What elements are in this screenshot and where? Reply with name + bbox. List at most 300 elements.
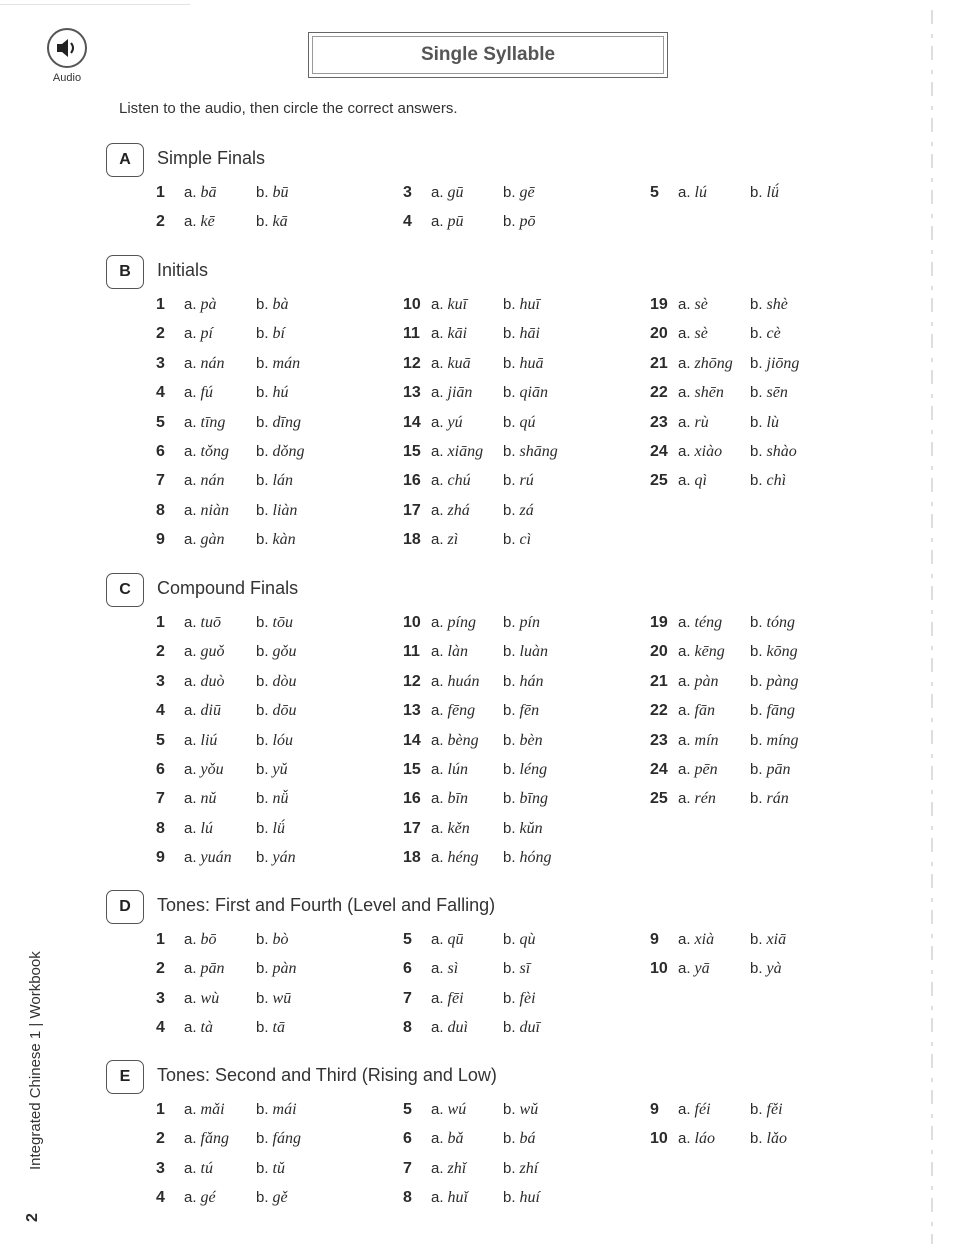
pinyin-syllable: kàn	[272, 531, 296, 549]
option-b[interactable]	[750, 790, 789, 808]
option-b[interactable]	[750, 931, 786, 949]
option-a[interactable]	[184, 1130, 229, 1148]
answer-column	[106, 181, 346, 240]
option-letter: b.	[256, 501, 269, 519]
option-letter: a.	[184, 731, 197, 749]
question-item	[106, 1016, 346, 1045]
option-a[interactable]	[678, 355, 733, 373]
option-b[interactable]	[256, 643, 297, 661]
pinyin-syllable: pū	[447, 213, 464, 231]
pinyin-syllable: liàn	[272, 501, 298, 519]
pinyin-syllable: lú	[200, 819, 213, 837]
option-a[interactable]	[184, 213, 215, 231]
option-a[interactable]	[431, 502, 470, 520]
option-a[interactable]	[678, 325, 708, 343]
question-item	[353, 1186, 593, 1215]
option-b[interactable]	[256, 1130, 301, 1148]
option-a[interactable]	[184, 702, 221, 720]
option-b[interactable]	[503, 1130, 536, 1148]
option-letter: b.	[256, 819, 269, 837]
option-b[interactable]	[256, 990, 291, 1008]
option-a[interactable]	[431, 761, 468, 779]
question-number: 4	[156, 1019, 165, 1037]
pinyin-syllable: pàn	[272, 960, 297, 978]
option-letter: b.	[503, 731, 516, 749]
pinyin-syllable: fēi	[447, 989, 464, 1007]
question-item	[106, 1098, 346, 1127]
pinyin-syllable: kā	[272, 213, 288, 231]
option-a[interactable]	[431, 531, 458, 549]
option-letter: a.	[431, 296, 444, 313]
option-b[interactable]	[256, 384, 289, 402]
option-a[interactable]	[678, 673, 719, 691]
option-letter: a.	[678, 442, 691, 460]
option-a[interactable]	[678, 960, 710, 978]
question-number: 3	[403, 184, 412, 201]
option-a[interactable]	[431, 1160, 466, 1178]
option-a[interactable]	[184, 296, 217, 314]
question-number: 3	[156, 672, 165, 690]
option-letter: a.	[678, 384, 691, 402]
option-letter: b.	[256, 296, 269, 313]
option-a[interactable]	[431, 1130, 464, 1148]
option-b[interactable]	[750, 643, 798, 661]
option-b[interactable]	[503, 414, 536, 432]
question-number: 8	[403, 1189, 412, 1207]
option-b[interactable]	[503, 673, 544, 691]
option-letter: a.	[431, 442, 444, 460]
question-item	[106, 957, 346, 986]
option-b[interactable]	[256, 820, 285, 838]
question-item	[353, 1157, 593, 1186]
question-number: 16	[403, 790, 421, 808]
option-a[interactable]	[678, 384, 724, 402]
option-b[interactable]	[503, 472, 534, 490]
option-a[interactable]	[431, 443, 483, 461]
pinyin-syllable: lù	[766, 413, 779, 431]
option-a[interactable]	[184, 184, 217, 202]
question-item	[353, 381, 593, 410]
option-a[interactable]	[678, 790, 716, 808]
option-b[interactable]	[256, 673, 297, 691]
option-letter: a.	[184, 672, 197, 690]
question-item	[106, 670, 346, 699]
option-a[interactable]	[184, 414, 225, 432]
option-b[interactable]	[503, 325, 540, 343]
option-a[interactable]	[678, 1130, 715, 1148]
question-number: 14	[403, 413, 421, 431]
book-title-vertical: Integrated Chinese 1 | Workbook	[27, 951, 44, 1170]
option-a[interactable]	[431, 1019, 468, 1037]
pinyin-syllable: fú	[200, 384, 213, 402]
pinyin-syllable: lóu	[272, 731, 293, 749]
option-b[interactable]	[256, 355, 300, 373]
option-letter: a.	[184, 296, 197, 313]
option-a[interactable]	[431, 355, 471, 373]
option-b[interactable]	[503, 820, 543, 838]
question-item	[353, 1098, 593, 1127]
option-b[interactable]	[256, 325, 285, 343]
option-letter: b.	[503, 296, 516, 313]
audio-button[interactable]	[44, 28, 90, 84]
option-letter: b.	[750, 702, 763, 720]
option-a[interactable]	[678, 702, 715, 720]
option-letter: a.	[184, 384, 197, 402]
option-letter: a.	[678, 931, 691, 948]
option-a[interactable]	[678, 414, 709, 432]
option-b[interactable]	[256, 849, 296, 867]
option-a[interactable]	[184, 614, 221, 632]
pinyin-syllable: bū	[272, 184, 289, 201]
option-letter: a.	[184, 1130, 197, 1148]
question-item	[353, 928, 593, 957]
question-item	[106, 928, 346, 957]
option-b[interactable]	[256, 531, 296, 549]
option-a[interactable]	[184, 761, 224, 779]
option-letter: a.	[678, 731, 691, 749]
option-b[interactable]	[503, 384, 548, 402]
pinyin-syllable: bèn	[519, 731, 543, 749]
option-letter: b.	[503, 960, 516, 978]
option-a[interactable]	[431, 414, 463, 432]
option-letter: a.	[678, 790, 691, 808]
option-b[interactable]	[503, 761, 547, 779]
question-number: 8	[156, 819, 165, 837]
option-b[interactable]	[503, 849, 552, 867]
option-letter: a.	[184, 790, 197, 808]
pinyin-syllable: qiān	[519, 384, 548, 402]
question-number: 10	[403, 296, 421, 313]
pinyin-syllable: huán	[447, 672, 480, 690]
option-a[interactable]	[431, 790, 468, 808]
pinyin-syllable: tīng	[200, 413, 226, 431]
option-letter: a.	[431, 501, 444, 519]
option-b[interactable]	[256, 502, 297, 520]
option-b[interactable]	[503, 531, 531, 549]
option-a[interactable]	[431, 184, 464, 202]
option-b[interactable]	[256, 1019, 285, 1037]
option-b[interactable]	[503, 931, 536, 949]
question-number: 2	[156, 213, 165, 231]
option-a[interactable]	[431, 673, 480, 691]
option-a[interactable]	[431, 213, 464, 231]
option-a[interactable]	[431, 732, 479, 750]
page-number: 2	[24, 1213, 41, 1222]
pinyin-syllable: kuā	[447, 354, 471, 372]
option-b[interactable]	[503, 1019, 540, 1037]
question-number: 6	[403, 1130, 412, 1148]
option-a[interactable]	[431, 1189, 468, 1207]
option-a[interactable]	[184, 1019, 213, 1037]
question-item	[600, 640, 840, 669]
option-a[interactable]	[184, 531, 225, 549]
option-a[interactable]	[184, 790, 217, 808]
option-a[interactable]	[184, 960, 225, 978]
option-a[interactable]	[431, 472, 471, 490]
option-a[interactable]	[184, 643, 225, 661]
option-a[interactable]	[678, 472, 707, 490]
pinyin-syllable: guǒ	[200, 643, 225, 661]
option-b[interactable]	[503, 1189, 540, 1207]
answer-column	[600, 611, 840, 817]
option-a[interactable]	[184, 1189, 216, 1207]
option-b[interactable]	[256, 472, 293, 490]
option-letter: b.	[256, 1101, 269, 1118]
option-letter: a.	[678, 960, 691, 978]
option-b[interactable]	[256, 443, 305, 461]
pinyin-syllable: zhá	[447, 501, 470, 519]
option-letter: b.	[750, 1130, 763, 1148]
question-item	[353, 411, 593, 440]
option-letter: a.	[184, 1019, 197, 1037]
pinyin-syllable: shēn	[694, 384, 724, 402]
question-number: 8	[156, 501, 165, 519]
pinyin-syllable: shāng	[519, 442, 558, 460]
option-b[interactable]	[256, 790, 289, 808]
pinyin-syllable: tuō	[200, 614, 221, 631]
option-letter: a.	[184, 184, 197, 201]
question-item	[106, 322, 346, 351]
pinyin-syllable: yán	[272, 849, 296, 867]
pinyin-syllable: bà	[272, 296, 289, 313]
question-item	[106, 729, 346, 758]
option-a[interactable]	[678, 732, 719, 750]
pinyin-syllable: tā	[272, 1019, 285, 1037]
section-letter: D	[106, 890, 144, 924]
option-a[interactable]	[678, 184, 707, 202]
option-b[interactable]	[503, 502, 534, 520]
option-b[interactable]	[256, 732, 293, 750]
question-item	[106, 381, 346, 410]
option-letter: b.	[256, 760, 269, 778]
question-item	[106, 293, 346, 322]
option-b[interactable]	[750, 384, 788, 402]
option-letter: a.	[431, 184, 444, 201]
option-b[interactable]	[750, 296, 788, 314]
pinyin-syllable: dīng	[272, 413, 301, 431]
option-a[interactable]	[184, 820, 213, 838]
pinyin-syllable: bā	[200, 184, 217, 201]
question-number: 7	[403, 1159, 412, 1177]
option-letter: a.	[184, 614, 197, 631]
pinyin-syllable: pàn	[694, 672, 719, 690]
option-a[interactable]	[184, 990, 219, 1008]
option-letter: b.	[750, 760, 763, 778]
option-b[interactable]	[503, 960, 530, 978]
option-a[interactable]	[678, 931, 714, 949]
option-a[interactable]	[678, 296, 708, 314]
option-letter: a.	[184, 960, 197, 978]
option-b[interactable]	[503, 296, 540, 314]
option-b[interactable]	[256, 1160, 285, 1178]
option-b[interactable]	[256, 414, 301, 432]
option-b[interactable]	[503, 443, 558, 461]
section-header	[106, 573, 826, 607]
pinyin-syllable: dōu	[272, 702, 297, 720]
option-b[interactable]	[750, 702, 795, 720]
option-a[interactable]	[431, 931, 464, 949]
pinyin-syllable: fěi	[766, 1101, 783, 1118]
option-b[interactable]	[750, 960, 782, 978]
option-letter: b.	[256, 643, 269, 661]
pinyin-syllable: pān	[200, 960, 225, 978]
option-b[interactable]	[256, 614, 293, 632]
pinyin-syllable: cè	[766, 325, 781, 343]
option-b[interactable]	[503, 790, 548, 808]
option-b[interactable]	[256, 702, 297, 720]
option-a[interactable]	[431, 296, 467, 314]
option-b[interactable]	[750, 443, 797, 461]
option-b[interactable]	[503, 184, 535, 202]
question-number: 24	[650, 442, 668, 460]
option-b[interactable]	[256, 960, 297, 978]
question-number: 1	[156, 184, 165, 201]
option-b[interactable]	[750, 1130, 787, 1148]
option-a[interactable]	[678, 643, 725, 661]
option-letter: b.	[750, 472, 763, 490]
option-a[interactable]	[431, 1101, 466, 1119]
option-b[interactable]	[256, 1189, 288, 1207]
pinyin-syllable: rán	[766, 790, 789, 808]
question-number: 1	[156, 931, 165, 948]
pinyin-syllable: hú	[272, 384, 289, 402]
option-b[interactable]	[503, 732, 543, 750]
section-title: Initials	[157, 260, 209, 280]
option-a[interactable]	[678, 761, 718, 779]
question-item	[353, 1016, 593, 1045]
option-b[interactable]	[750, 184, 779, 202]
pinyin-syllable: qú	[519, 413, 536, 431]
question-item	[106, 1127, 346, 1156]
pinyin-syllable: yú	[447, 413, 463, 431]
option-letter: a.	[184, 442, 197, 460]
option-b[interactable]	[750, 355, 799, 373]
question-number: 9	[156, 849, 165, 867]
option-b[interactable]	[503, 213, 536, 231]
question-number: 10	[650, 1130, 668, 1148]
pinyin-syllable: niàn	[200, 501, 229, 519]
answer-column	[106, 928, 346, 1046]
option-b[interactable]	[750, 325, 781, 343]
option-letter: b.	[750, 354, 763, 372]
pinyin-syllable: hán	[519, 672, 544, 690]
option-a[interactable]	[431, 643, 468, 661]
section-title: Compound Finals	[157, 578, 299, 598]
option-a[interactable]	[184, 472, 225, 490]
option-a[interactable]	[184, 443, 229, 461]
option-a[interactable]	[678, 443, 722, 461]
option-b[interactable]	[750, 472, 786, 490]
option-b[interactable]	[256, 213, 288, 231]
option-letter: b.	[750, 960, 763, 978]
option-b[interactable]	[503, 643, 548, 661]
question-number: 10	[650, 960, 668, 978]
option-b[interactable]	[750, 614, 795, 632]
option-letter: a.	[431, 1101, 444, 1118]
option-b[interactable]	[750, 673, 799, 691]
option-b[interactable]	[503, 1160, 538, 1178]
pinyin-syllable: féi	[694, 1101, 711, 1118]
option-b[interactable]	[256, 296, 289, 314]
option-a[interactable]	[431, 325, 467, 343]
option-b[interactable]	[256, 761, 288, 779]
answer-column	[600, 928, 840, 987]
option-b[interactable]	[256, 184, 289, 202]
pinyin-syllable: lún	[447, 760, 468, 778]
option-a[interactable]	[184, 732, 217, 750]
option-b[interactable]	[503, 1101, 538, 1119]
pinyin-syllable: dòu	[272, 672, 297, 690]
option-letter: a.	[678, 325, 691, 343]
option-letter: b.	[256, 931, 269, 948]
option-a[interactable]	[184, 384, 213, 402]
option-b[interactable]	[750, 414, 779, 432]
option-letter: b.	[503, 1019, 516, 1037]
option-a[interactable]	[431, 820, 470, 838]
option-a[interactable]	[431, 384, 472, 402]
section-c	[106, 573, 826, 867]
option-a[interactable]	[184, 502, 229, 520]
option-a[interactable]	[184, 673, 225, 691]
question-item	[353, 322, 593, 351]
option-a[interactable]	[184, 931, 217, 949]
pinyin-syllable: yà	[766, 960, 782, 978]
option-a[interactable]	[431, 960, 458, 978]
option-a[interactable]	[431, 702, 475, 720]
option-letter: b.	[503, 1189, 516, 1207]
option-a[interactable]	[678, 614, 722, 632]
option-b[interactable]	[503, 702, 539, 720]
pinyin-syllable: nán	[200, 354, 225, 372]
option-b[interactable]	[256, 931, 289, 949]
question-number: 12	[403, 354, 421, 372]
question-number: 4	[156, 1189, 165, 1207]
option-letter: a.	[431, 413, 444, 431]
pinyin-syllable: yuán	[200, 849, 232, 867]
option-b[interactable]	[503, 990, 536, 1008]
section-title: Tones: Second and Third (Rising and Low)	[157, 1065, 497, 1085]
pinyin-syllable: xiā	[766, 931, 787, 948]
pinyin-syllable: xià	[694, 931, 715, 948]
option-b[interactable]	[503, 355, 544, 373]
option-a[interactable]	[184, 1101, 225, 1119]
pinyin-syllable: duī	[519, 1019, 540, 1037]
option-a[interactable]	[431, 849, 479, 867]
pinyin-syllable: bīng	[519, 790, 548, 808]
option-a[interactable]	[431, 614, 476, 632]
answer-column	[106, 1098, 346, 1216]
option-a[interactable]	[678, 1101, 711, 1119]
option-a[interactable]	[184, 355, 225, 373]
option-a[interactable]	[184, 849, 232, 867]
option-a[interactable]	[431, 990, 464, 1008]
question-number: 5	[403, 1101, 412, 1118]
option-letter: a.	[431, 354, 444, 372]
option-b[interactable]	[750, 1101, 783, 1119]
pinyin-syllable: tú	[200, 1159, 213, 1177]
option-letter: a.	[431, 1159, 444, 1177]
option-b[interactable]	[750, 732, 799, 750]
option-b[interactable]	[750, 761, 791, 779]
title-box	[308, 32, 668, 78]
option-letter: b.	[256, 413, 269, 431]
option-b[interactable]	[256, 1101, 297, 1119]
option-a[interactable]	[184, 325, 213, 343]
option-letter: b.	[750, 643, 763, 661]
option-b[interactable]	[503, 614, 540, 632]
option-a[interactable]	[184, 1160, 213, 1178]
pinyin-syllable: bí	[272, 325, 285, 343]
